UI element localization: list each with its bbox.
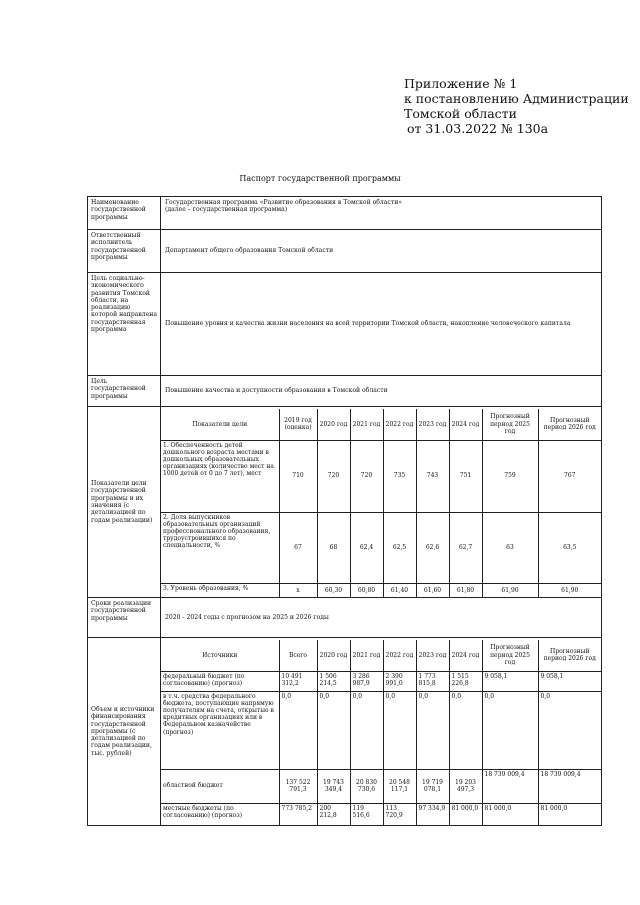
funding-value: 19 719 078,1 <box>416 769 449 803</box>
table-row <box>161 803 601 825</box>
passport-goal-label: Цель государственной программы <box>88 376 161 407</box>
passport-row-funding <box>88 638 602 826</box>
passport-row-name <box>88 197 602 230</box>
funding-header-2022: 2022 год <box>383 640 416 671</box>
indicator-value: 62,4 <box>350 512 383 583</box>
indicator-name: 1. Обеспеченность детей дошкольного возраста местами в дошкольных образовательных организациях (количество мест на 1000 детей от 0 до 7 лет), мест <box>161 440 279 512</box>
indicators-header-2020: 2020 год <box>317 409 350 440</box>
passport-indicators-cell <box>161 407 602 598</box>
indicator-value: x <box>279 583 317 597</box>
passport-name-value <box>161 197 602 230</box>
appendix-line-3: Томской области <box>404 106 517 121</box>
funding-header-2024: 2024 год <box>449 640 482 671</box>
indicator-value: 63,5 <box>538 512 601 583</box>
indicators-header-row <box>161 409 601 440</box>
indicators-header-2023: 2023 год <box>416 409 449 440</box>
document-title: Паспорт государственной программы <box>239 174 401 183</box>
funding-value: 20 548 117,1 <box>383 769 416 803</box>
funding-value: 81 000,0 <box>482 803 538 825</box>
passport-indicators-label: Показатели цели государственной программы и их значения (с детализацией по годам реализации) <box>88 407 161 598</box>
passport-row-terms <box>88 598 602 638</box>
indicator-value: 67 <box>279 512 317 583</box>
funding-header-2023: 2023 год <box>416 640 449 671</box>
appendix-header <box>404 76 629 136</box>
funding-source-name: федеральный бюджет (по согласованию) (прогноз) <box>161 671 279 691</box>
passport-terms-label: Сроки реализации государственной программы <box>88 598 161 638</box>
indicator-value: 62,6 <box>416 512 449 583</box>
indicators-header-2024: 2024 год <box>449 409 482 440</box>
passport-social-goal-value: Повышение уровня и качества жизни населения на всей территории Томской области, накопление человеческого капитала <box>161 273 602 376</box>
appendix-line-1: Приложение № 1 <box>404 76 518 91</box>
funding-value: 10 491 312,2 <box>279 671 317 691</box>
funding-value: 0,0 <box>538 691 601 769</box>
funding-source-name: в т.ч. средства федерального бюджета, поступающие напрямую получателям на счета, открытые в кредитных организациях или в Федеральном казначействе (прогноз) <box>161 691 279 769</box>
funding-value: 0,0 <box>317 691 350 769</box>
indicator-value: 720 <box>350 440 383 512</box>
indicator-value: 68 <box>317 512 350 583</box>
table-row <box>161 769 601 803</box>
funding-value: 0,0 <box>482 691 538 769</box>
table-row <box>161 691 601 769</box>
indicator-value: 62,5 <box>383 512 416 583</box>
indicator-value: 61,60 <box>416 583 449 597</box>
indicators-header-2022: 2022 год <box>383 409 416 440</box>
table-row <box>161 512 601 583</box>
funding-value: 9 058,1 <box>482 671 538 691</box>
funding-value: 0,0 <box>449 691 482 769</box>
funding-value: 1 515 226,8 <box>449 671 482 691</box>
indicators-header-2026: Прогнозный период 2026 год <box>538 409 601 440</box>
indicator-value: 759 <box>482 440 538 512</box>
table-row <box>161 671 601 691</box>
funding-value: 9 058,1 <box>538 671 601 691</box>
funding-header-row <box>161 640 601 671</box>
funding-value: 113 720,9 <box>383 803 416 825</box>
indicator-value: 62,7 <box>449 512 482 583</box>
funding-value: 19 743 349,4 <box>317 769 350 803</box>
funding-header-2021: 2021 год <box>350 640 383 671</box>
indicator-value: 767 <box>538 440 601 512</box>
indicator-value: 61,40 <box>383 583 416 597</box>
indicators-table <box>161 409 601 597</box>
funding-value: 1 773 815,8 <box>416 671 449 691</box>
funding-value: 0,0 <box>383 691 416 769</box>
indicators-header-2025: Прогнозный период 2025 год <box>482 409 538 440</box>
passport-funding-label: Объем и источники финансирования государственной программы (с детализацией по годам реализации, тыс. рублей) <box>88 638 161 826</box>
funding-value: 18 739 009,4 <box>538 769 601 803</box>
passport-name-label: Наименование государственной программы <box>88 197 161 230</box>
indicator-value: 61,90 <box>538 583 601 597</box>
indicators-header-2019: 2019 год (оценка) <box>279 409 317 440</box>
funding-value: 137 522 791,3 <box>279 769 317 803</box>
funding-value: 97 334,9 <box>416 803 449 825</box>
indicators-header-name: Показатели цели <box>161 409 279 440</box>
funding-value: 19 203 497,3 <box>449 769 482 803</box>
indicator-value: 63 <box>482 512 538 583</box>
funding-header-2025: Прогнозный период 2025 год <box>482 640 538 671</box>
table-row <box>161 583 601 597</box>
indicator-value: 60,30 <box>317 583 350 597</box>
passport-name-value-line2: (далее – государственная программа) <box>165 206 288 214</box>
passport-row-executor <box>88 230 602 273</box>
funding-value: 81 000,0 <box>449 803 482 825</box>
passport-row-social-goal <box>88 273 602 376</box>
funding-value: 2 390 991,0 <box>383 671 416 691</box>
passport-goal-value: Повышение качества и доступности образования в Томской области <box>161 376 602 407</box>
indicator-value: 61,90 <box>482 583 538 597</box>
funding-value: 20 830 730,6 <box>350 769 383 803</box>
passport-executor-value: Департамент общего образования Томской области <box>161 230 602 273</box>
indicators-header-2021: 2021 год <box>350 409 383 440</box>
funding-value: 0,0 <box>279 691 317 769</box>
passport-funding-cell <box>161 638 602 826</box>
indicator-value: 743 <box>416 440 449 512</box>
funding-value: 18 739 009,4 <box>482 769 538 803</box>
funding-value: 3 286 987,9 <box>350 671 383 691</box>
appendix-line-4: от 31.03.2022 № 130а <box>407 121 549 136</box>
indicator-value: 751 <box>449 440 482 512</box>
passport-row-goal <box>88 376 602 407</box>
funding-value: 773 785,2 <box>279 803 317 825</box>
funding-source-name: местные бюджеты (по согласованию) (прогноз) <box>161 803 279 825</box>
funding-value: 81 000,0 <box>538 803 601 825</box>
funding-header-2026: Прогнозный период 2026 год <box>538 640 601 671</box>
passport-row-indicators <box>88 407 602 598</box>
indicator-name: 2. Доля выпускников образовательных организаций профессионального образования, трудоустроившихся по специальности, % <box>161 512 279 583</box>
passport-table <box>87 196 602 826</box>
indicator-value: 60,80 <box>350 583 383 597</box>
indicator-value: 735 <box>383 440 416 512</box>
funding-table <box>161 640 601 825</box>
funding-value: 1 506 214,5 <box>317 671 350 691</box>
funding-header-source: Источники <box>161 640 279 671</box>
funding-value: 0,0 <box>416 691 449 769</box>
appendix-line-2: к постановлению Администрации <box>404 91 629 106</box>
funding-source-name: областной бюджет <box>161 769 279 803</box>
funding-header-2020: 2020 год <box>317 640 350 671</box>
passport-name-value-line1: Государственная программа «Развитие образования в Томской области» <box>165 199 402 206</box>
funding-value: 200 212,8 <box>317 803 350 825</box>
passport-social-goal-label: Цель социально-экономического развития Томской области, на реализацию которой направлена государственная программа <box>88 273 161 376</box>
passport-executor-label: Ответственный исполнитель государственной программы <box>88 230 161 273</box>
indicator-value: 710 <box>279 440 317 512</box>
table-row <box>161 440 601 512</box>
funding-header-total: Всего <box>279 640 317 671</box>
funding-value: 0,0 <box>350 691 383 769</box>
indicator-value: 61,80 <box>449 583 482 597</box>
indicator-name: 3. Уровень образования, % <box>161 583 279 597</box>
funding-value: 119 516,6 <box>350 803 383 825</box>
indicator-value: 720 <box>317 440 350 512</box>
passport-terms-value: 2020 - 2024 годы с прогнозом на 2025 и 2026 годы <box>161 598 602 638</box>
